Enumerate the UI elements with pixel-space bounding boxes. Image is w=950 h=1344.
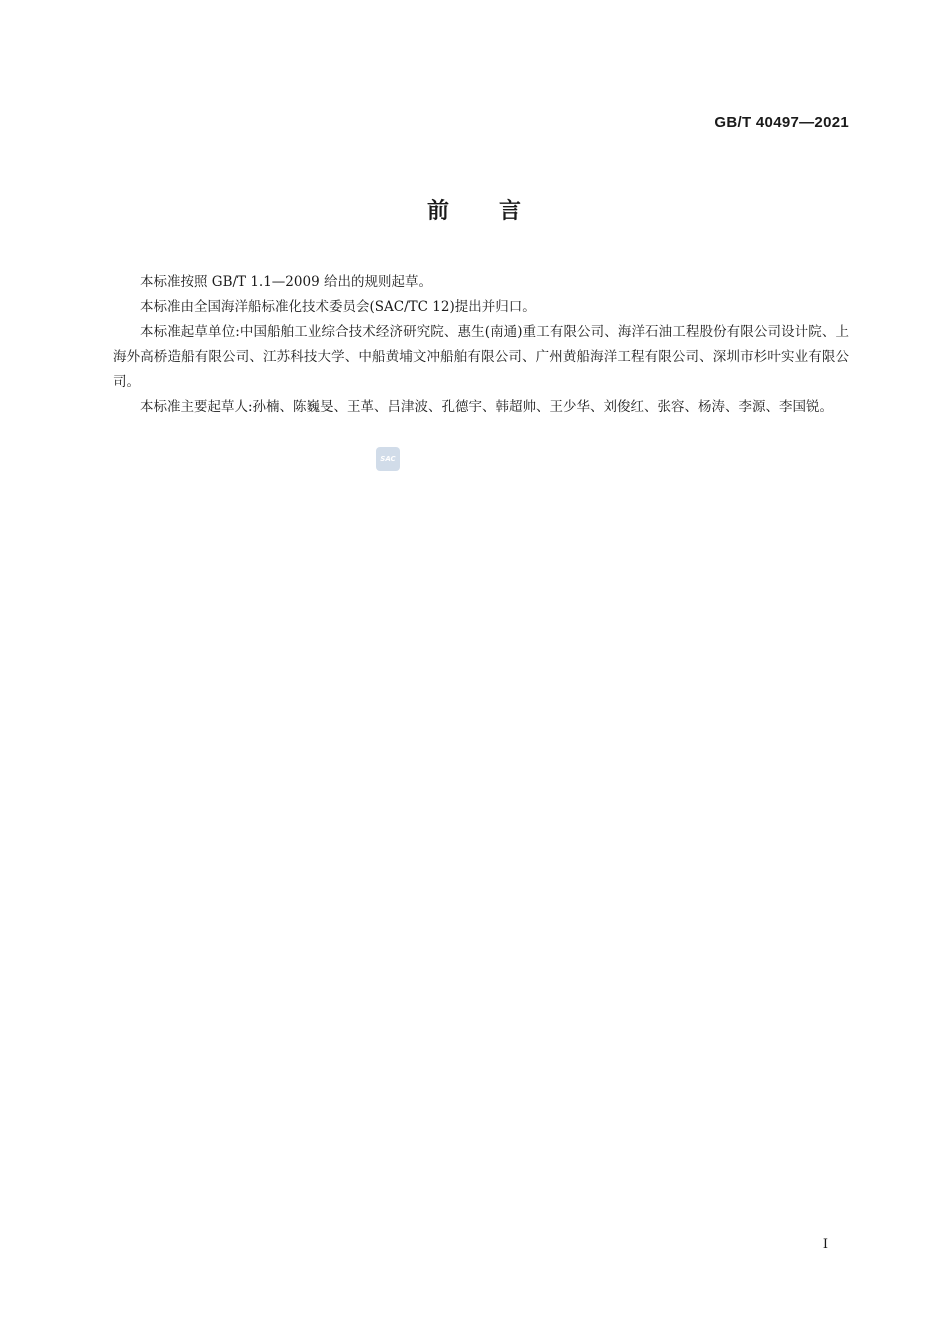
paragraph-drafting-rules: 本标准按照 GB/T 1.1—2009 给出的规则起草。 <box>140 274 432 290</box>
sac-watermark-logo <box>376 447 400 471</box>
page-title: 前 言 <box>426 199 523 224</box>
paragraph-proposer: 本标准由全国海洋船标准化技术委员会(SAC/TC 12)提出并归口。 <box>140 299 536 315</box>
paragraph-drafting-units: 本标准起草单位:中国船舶工业综合技术经济研究院、惠生(南通)重工有限公司、海洋石油工程股份有限公司设计院、上海外高桥造船有限公司、江苏科技大学、中船黄埔文冲船舶有限公司、广州黄船海洋工程有限公司、深圳市杉叶实业有限公司。 <box>113 324 849 390</box>
page-number: I <box>822 1237 828 1252</box>
paragraph-main-drafters: 本标准主要起草人:孙楠、陈巍旻、王革、吕津波、孔德宇、韩超帅、王少华、刘俊红、张容、杨涛、李源、李国锐。 <box>140 399 834 415</box>
preface-body <box>113 270 849 420</box>
sac-watermark-text: SAC <box>380 455 396 463</box>
standard-code: GB/T 40497—2021 <box>714 114 849 131</box>
